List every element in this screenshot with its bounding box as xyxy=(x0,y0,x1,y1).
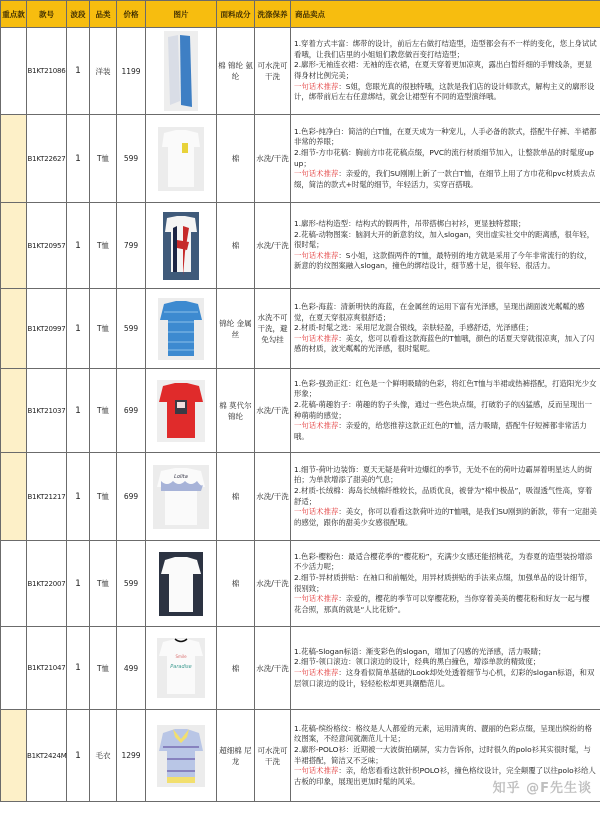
wave: 1 xyxy=(67,369,90,453)
header-selling-points: 商品卖点 xyxy=(291,1,600,28)
category: T恤 xyxy=(90,627,117,710)
price: 599 xyxy=(117,541,146,627)
selling-point-1: 1.花稿-Slogan标语：渐变彩色的slogan，增加了闪感的光泽感，活力吸睛； xyxy=(294,646,546,656)
selling-point-1: 1.色彩-海蓝：清新明快的海蓝，在金属丝的运用下富有光泽感，呈现出湖面波光粼粼的感觉，在夏天穿很凉爽很舒适； xyxy=(294,302,585,322)
price: 1299 xyxy=(117,710,146,802)
sales-pitch xyxy=(294,668,597,689)
selling-point-2: 2.花稿-萌趣豹子：萌趣的豹子头像，通过一些色块点缀，打破豹子的凶猛感，反而呈现出一种萌萌的感觉； xyxy=(294,399,592,420)
key-item-marker xyxy=(1,289,27,369)
selling-points xyxy=(291,541,600,627)
price: 699 xyxy=(117,453,146,541)
selling-point-1: 1.花稿-缤纷格纹：格纹是人人都爱的元素，运用清爽的、靓丽的色彩点缀，呈现出缤纷的格纹图案，不经意间就潮范儿十足； xyxy=(294,723,592,744)
selling-point-2: 2.材质-时髦之选：采用尼龙混合银线，亲肤轻盈，手感舒适，光泽感佳； xyxy=(294,323,533,333)
style-code: B1KT21086 xyxy=(27,28,67,115)
pitch-text: ：S姐，您眼光真的很独特哦，这款是我们店的设计师款式，解构主义的廓形设计，绑带前后左右任意绑结，就会让裙型有不同的造型演绎哦。 xyxy=(294,81,595,102)
wave: 1 xyxy=(67,203,90,289)
price: 799 xyxy=(117,203,146,289)
product-image-cell xyxy=(146,289,217,369)
pitch-label: 一句话术推荐 xyxy=(294,766,339,776)
selling-point-2: 2.细节-方巾花稿：胸前方巾花花稿点缀，PVC的流行材质细节加入，让整款单品的时髦度up up； xyxy=(294,147,594,168)
table-row xyxy=(1,203,600,289)
care: 可水洗可干洗 xyxy=(255,710,291,802)
category: T恤 xyxy=(90,203,117,289)
header-code: 款号 xyxy=(27,1,67,28)
style-code: B1KT20957 xyxy=(27,203,67,289)
pitch-text: ：美女，你可以看看这款荷叶边的T恤哦，是我们SU刚到的新款，带有一定甜美的感觉，跟你的甜美少女感很配哦。 xyxy=(294,507,597,527)
key-item-marker xyxy=(1,369,27,453)
pitch-label: 一句话术推荐 xyxy=(294,250,339,260)
sales-pitch xyxy=(294,594,597,615)
header-key: 重点款 xyxy=(1,1,27,28)
pitch-label: 一句话术推荐 xyxy=(294,594,339,604)
pitch-text: ：S小姐，这款假两件的T恤，最特别的地方就是采用了今年非常流行的豹纹，新意的豹纹图案融入slogan，撞色的绑结设计，细节感十足，很年轻、很活力。 xyxy=(294,250,592,271)
product-image-cell xyxy=(146,710,217,802)
product-image-red-tshirt-print xyxy=(146,380,216,442)
selling-points xyxy=(291,369,600,453)
selling-point-2: 2.细节-领口滚边：领口滚边的设计，经典的黑白撞色，增添单款的精致度； xyxy=(294,657,541,667)
category: 洋装 xyxy=(90,28,117,115)
header-image: 图片 xyxy=(146,1,217,28)
sales-pitch xyxy=(294,251,597,272)
pitch-text: ：这身看似简单基础的Look却处处透着细节与心机，幻彩的slogan标语，和双层领口滚边的设计，轻轻松松却更具潮酷范儿。 xyxy=(294,668,595,688)
table-row xyxy=(1,289,600,369)
selling-points xyxy=(291,627,600,710)
product-image-cell xyxy=(146,453,217,541)
header-category: 品类 xyxy=(90,1,117,28)
product-image-cell xyxy=(146,203,217,289)
header-wave: 波段 xyxy=(67,1,90,28)
selling-points xyxy=(291,453,600,541)
selling-point-2: 2.细节-异材质拼贴：在袖口和前幅处，用异材质拼贴的手法来点缀，加强单品的设计细节，很别致； xyxy=(294,572,592,593)
fabric: 棉 xyxy=(217,115,255,203)
wave: 1 xyxy=(67,28,90,115)
fabric: 锦纶 金属丝 xyxy=(217,289,255,369)
table-row xyxy=(1,453,600,541)
care: 水洗/干洗 xyxy=(255,541,291,627)
table-row xyxy=(1,369,600,453)
selling-point-1: 1.色彩-樱粉色：最适合樱花季的“樱花粉”，充满少女感还能招桃花，为春夏的造型装扮增添不少活力呢； xyxy=(294,551,593,572)
category: T恤 xyxy=(90,115,117,203)
category: 毛衣 xyxy=(90,710,117,802)
fabric: 棉 锦纶 氨纶 xyxy=(217,28,255,115)
selling-point-2: 2.花稿-动物图案：脑洞大开的新意豹纹，加入slogan，突出虚实社交中的距离感，很年轻，很时髦； xyxy=(294,229,595,250)
price: 599 xyxy=(117,115,146,203)
product-image-striped-polo-sweater xyxy=(146,725,216,787)
style-code: B1KT21037 xyxy=(27,369,67,453)
product-image-cell xyxy=(146,541,217,627)
pitch-text: ：亲爱的，我们SU刚刚上新了一款白T恤，在细节上用了方巾花和pvc材质去点缀，简洁的款式+时髦的细节，年轻活力，实穿百搭哦。 xyxy=(294,169,596,189)
key-item-marker xyxy=(1,710,27,802)
selling-point-1: 1.细节-荷叶边装饰：夏天无疑是荷叶边爆红的季节，无处不在的荷叶边霸屏着明星达人的街拍；为单款增添了甜美的气息； xyxy=(294,464,592,485)
selling-point-1: 1.穿着方式丰富：绑带的设计，前后左右做打结造型，造型都会有不一样的变化，您上身试试看哦，让我们店里的小姐姐们教您做百变打结造型； xyxy=(294,39,597,59)
pitch-text: ：美女，您可以看看这款海蓝色的T恤哦，颜色的话夏天穿就很凉爽，加入了闪感的材质，波光粼粼的光泽感，很时髦呢。 xyxy=(294,333,595,354)
selling-point-1: 1.廓形-结构造型：结构式的假两件，吊带搭梆白衬衫，更显独特惹眼； xyxy=(294,219,526,229)
key-item-marker xyxy=(1,453,27,541)
table-header-row xyxy=(1,1,600,28)
pitch-label: 一句话术推荐 xyxy=(294,421,339,431)
table-row xyxy=(1,541,600,627)
wave: 1 xyxy=(67,541,90,627)
pitch-label: 一句话术推荐 xyxy=(294,169,339,179)
price: 599 xyxy=(117,289,146,369)
svg-text:Smile: Smile xyxy=(175,654,187,659)
product-image-cell xyxy=(146,28,217,115)
selling-points xyxy=(291,710,600,802)
key-item-marker xyxy=(1,28,27,115)
pitch-text: ：亲爱的，给您推荐这款正红色的T恤，活力吸睛，搭配牛仔短裤都非常活力哦。 xyxy=(294,421,587,441)
product-image-cell xyxy=(146,627,217,710)
product-image-white-tshirt-red-navy-strap xyxy=(146,212,216,280)
product-image-white-tshirt-slogan xyxy=(146,638,216,698)
care: 水洗/干洗 xyxy=(255,627,291,710)
pitch-label: 一句话术推荐 xyxy=(294,333,339,343)
watermark: 知乎 @F先生谈 xyxy=(492,781,592,797)
selling-points xyxy=(291,115,600,203)
key-item-marker xyxy=(1,203,27,289)
sales-pitch xyxy=(294,169,597,190)
price: 1199 xyxy=(117,28,146,115)
selling-points xyxy=(291,203,600,289)
product-image-blue-striped-tshirt xyxy=(146,298,216,360)
selling-points xyxy=(291,289,600,369)
sales-pitch xyxy=(294,421,597,442)
fabric: 棉 xyxy=(217,627,255,710)
wave: 1 xyxy=(67,710,90,802)
product-image-white-tshirt-yellow-patch xyxy=(146,127,216,191)
pitch-label: 一句话术推荐 xyxy=(294,81,339,91)
style-code: B1KT20997 xyxy=(27,289,67,369)
pitch-label: 一句话术推荐 xyxy=(294,507,339,517)
category: T恤 xyxy=(90,369,117,453)
care: 水洗/干洗 xyxy=(255,203,291,289)
price: 499 xyxy=(117,627,146,710)
table-row xyxy=(1,115,600,203)
wave: 1 xyxy=(67,453,90,541)
style-code: B1KT22627 xyxy=(27,115,67,203)
selling-point-2: 2.廓形-POLO衫：近期被一大波街拍刷屏，实力告诉你，过时很久的polo衫其实很时髦，与半裙搭配，简洁又不乏味； xyxy=(294,744,591,765)
care: 水洗/干洗 xyxy=(255,115,291,203)
wave: 1 xyxy=(67,289,90,369)
table-row xyxy=(1,627,600,710)
selling-points xyxy=(291,28,600,115)
fabric: 棉 xyxy=(217,541,255,627)
style-code: B1KT2424M xyxy=(27,710,67,802)
sales-pitch xyxy=(294,334,597,355)
header-price: 价格 xyxy=(117,1,146,28)
category: T恤 xyxy=(90,453,117,541)
selling-point-1: 1.色彩-纯净白：简洁的白T恤，在夏天成为一种宠儿，人手必备的款式，搭配牛仔裤、半裙都非常的养眼； xyxy=(294,126,597,147)
pitch-text: ：亲爱的，樱花的季节可以穿樱花粉，当你穿着美美的樱花粉和好友一起与樱花合照，那真的就是“人比花娇”。 xyxy=(294,594,590,614)
table-row xyxy=(1,28,600,115)
pitch-label: 一句话术推荐 xyxy=(294,668,339,677)
key-item-marker xyxy=(1,627,27,710)
fabric: 棉 xyxy=(217,453,255,541)
care: 水洗/干洗 xyxy=(255,453,291,541)
wave: 1 xyxy=(67,115,90,203)
product-image-blue-white-wrap-dress xyxy=(146,31,216,111)
care: 水洗不可干洗，避免勾挂 xyxy=(255,289,291,369)
key-item-marker xyxy=(1,115,27,203)
care: 可水洗可干洗 xyxy=(255,28,291,115)
table-row xyxy=(1,710,600,802)
product-image-white-tshirt-ruffle xyxy=(146,465,216,529)
sales-pitch xyxy=(294,82,597,103)
fabric: 棉 莫代尔 锦纶 xyxy=(217,369,255,453)
svg-text:Paradise: Paradise xyxy=(170,664,192,670)
product-image-cell xyxy=(146,369,217,453)
selling-point-2: 2.廓形-无袖连衣裙：无袖的连衣裙，在夏天穿着更加凉爽，露出白皙纤细的手臂线条，更显得身材比例完美； xyxy=(294,60,592,80)
selling-point-1: 1.色彩-强劲正红：红色是一个鲜明吸睛的色彩，将红色T恤与半裙或热裤搭配，打造阳光少女形象； xyxy=(294,378,597,399)
style-code: B1KT21217 xyxy=(27,453,67,541)
wave: 1 xyxy=(67,627,90,710)
style-code: B1KT22007 xyxy=(27,541,67,627)
header-care: 洗涤保养 xyxy=(255,1,291,28)
style-code: B1KT21047 xyxy=(27,627,67,710)
svg-text:Lolita: Lolita xyxy=(174,473,188,480)
product-image-white-tshirt-plain xyxy=(146,552,216,616)
fabric: 超细棉 尼龙 xyxy=(217,710,255,802)
key-item-marker xyxy=(1,541,27,627)
product-image-cell xyxy=(146,115,217,203)
category: T恤 xyxy=(90,289,117,369)
category: T恤 xyxy=(90,541,117,627)
care: 水洗/干洗 xyxy=(255,369,291,453)
pitch-text: ：亲，给您看看这款针织POLO衫，撞色格纹设计，完全颠覆了以往polo衫给人古板的印象，展现出更加时髦的风采。 xyxy=(294,766,596,786)
fabric: 棉 xyxy=(217,203,255,289)
selling-point-2: 2.材质-长绒棉：海岛长绒棉纤维较长，品质优良，被誉为“棉中极品”，吸湿透气性高，穿着舒适； xyxy=(294,485,593,506)
price: 699 xyxy=(117,369,146,453)
sales-pitch xyxy=(294,507,597,528)
header-fabric: 面料成分 xyxy=(217,1,255,28)
